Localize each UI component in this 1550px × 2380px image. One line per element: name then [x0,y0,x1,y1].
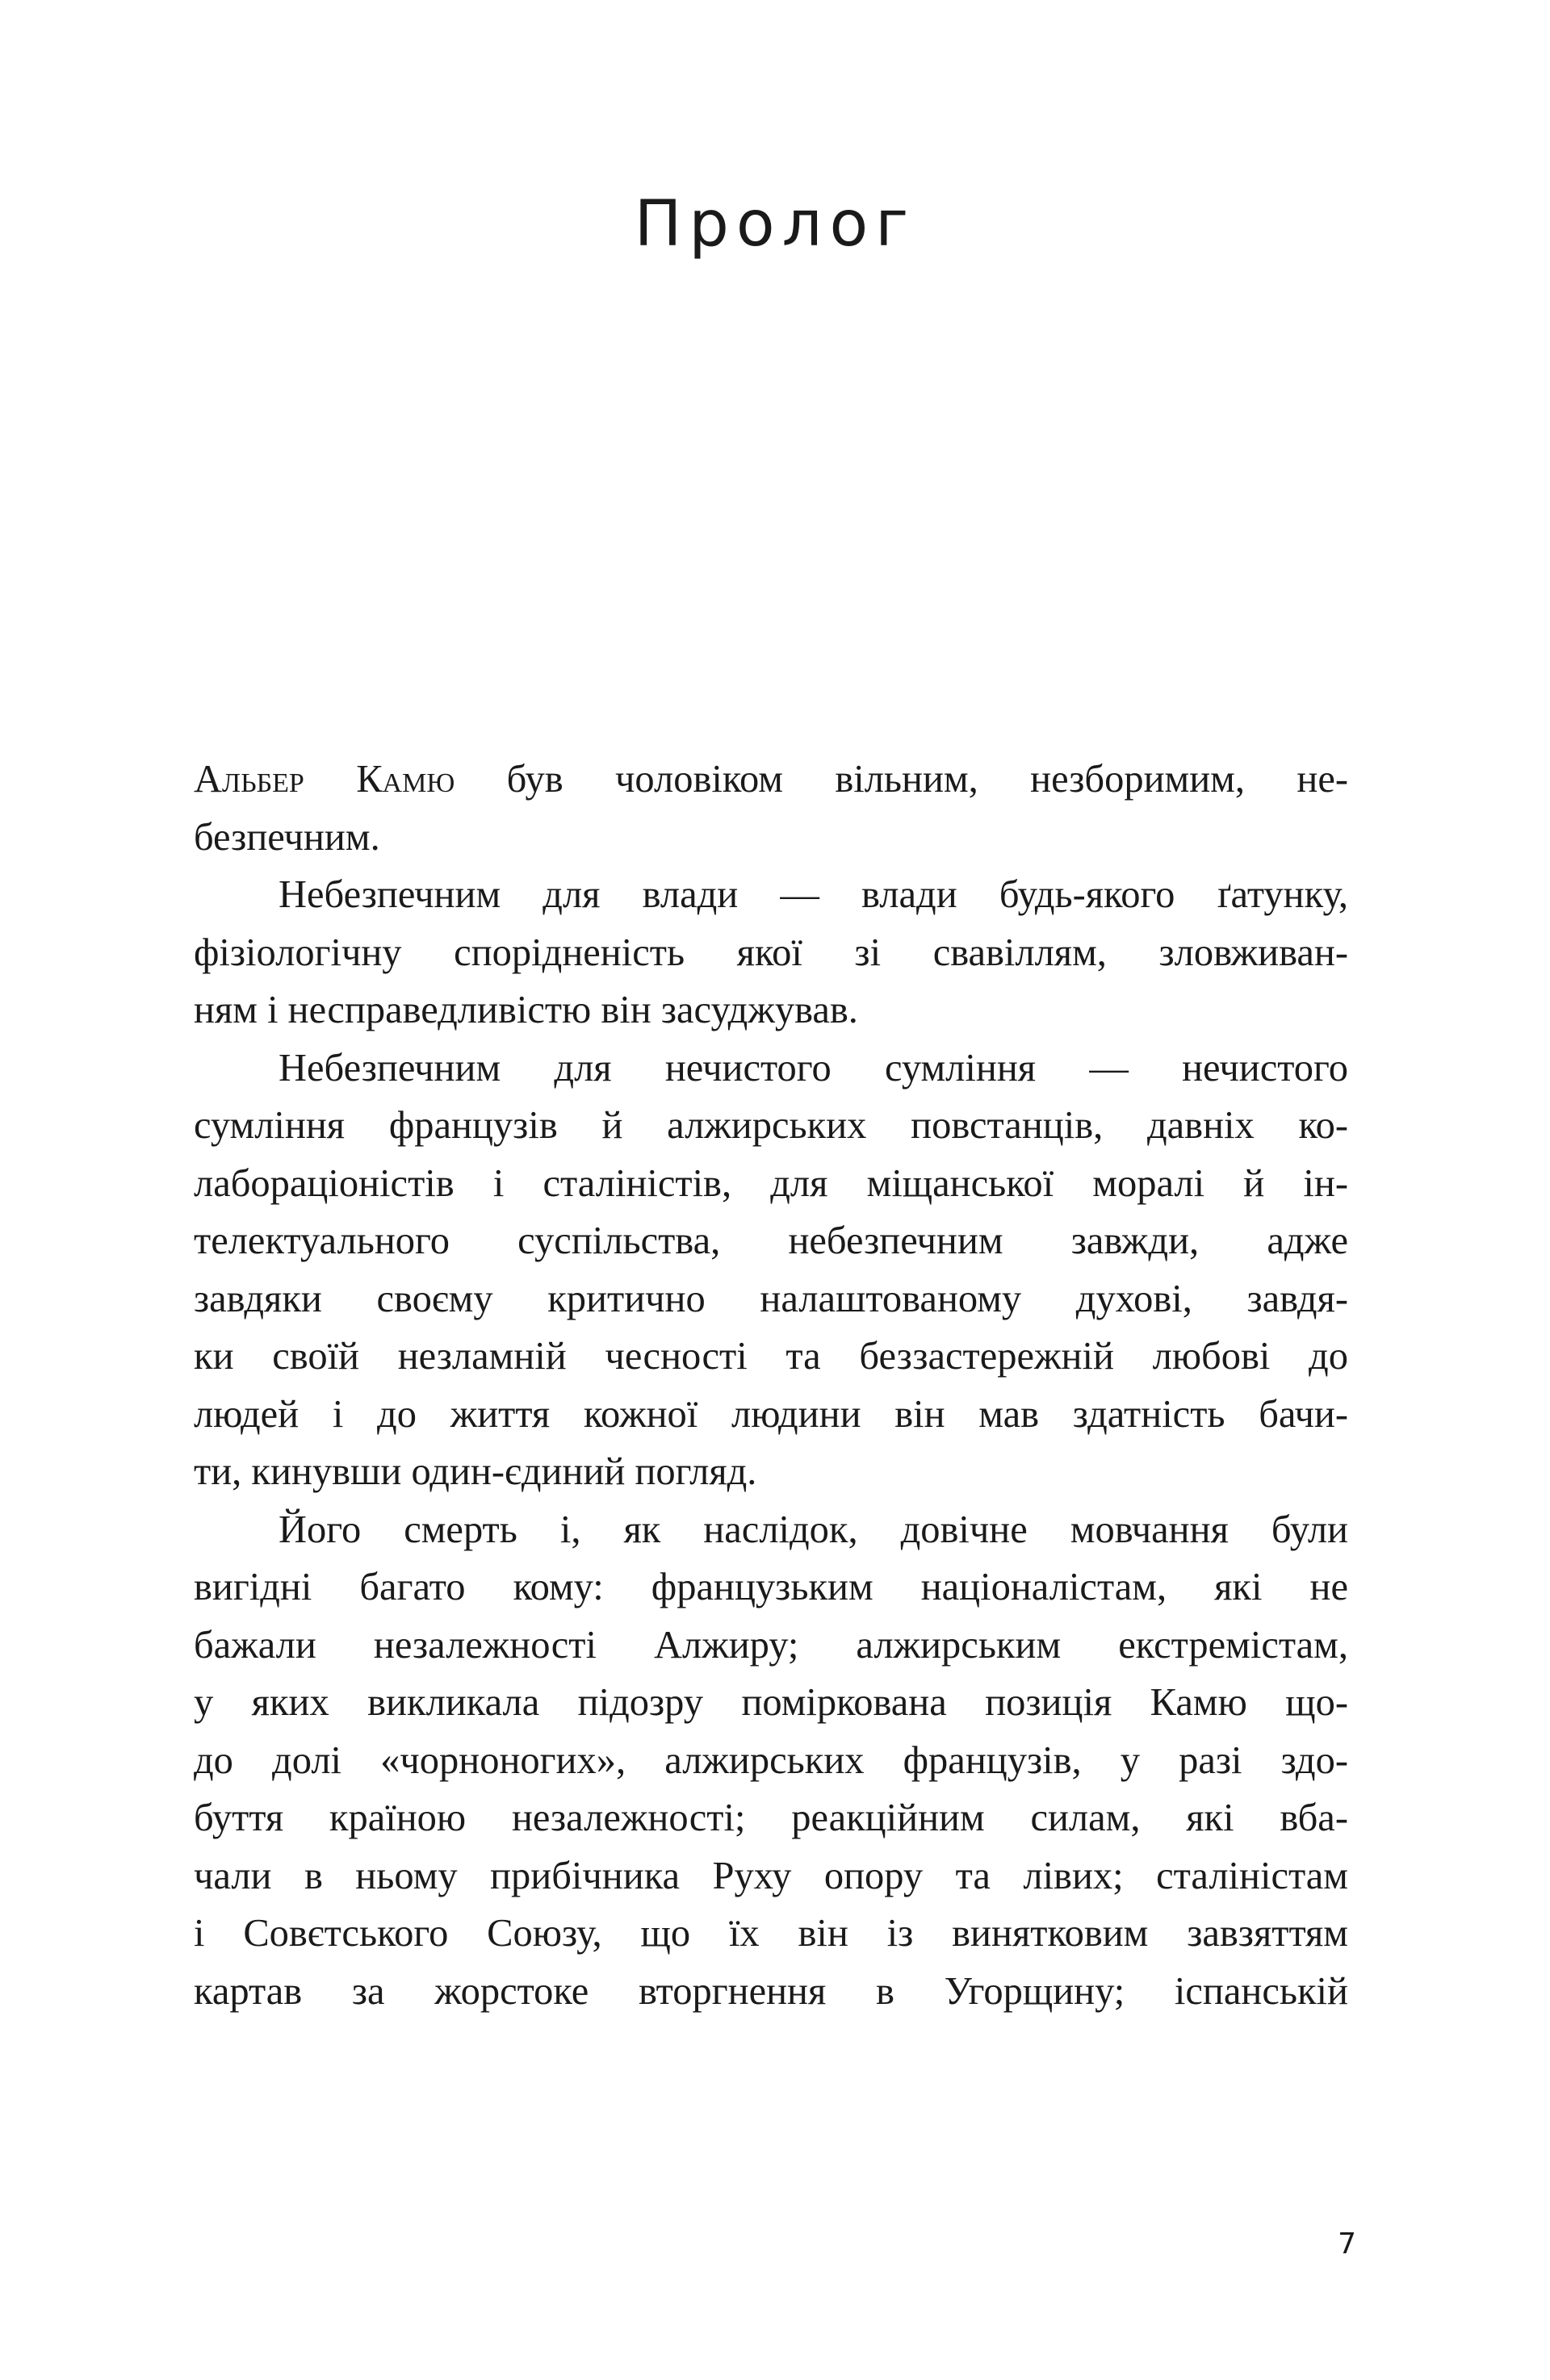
text-line: фізіологічну спорідненість якої зі свавіллям, зловживан- [194,931,1348,974]
text-line: сумління французів й алжирських повстанців, давніх ко- [194,1104,1348,1147]
text-line: до долі «чорноногих», алжирських французів, у разі здо- [194,1738,1348,1782]
text-line: бажали незалежності Алжиру; алжирським екстремістам, [194,1623,1348,1667]
paragraph-start-line: Небезпечним для влади — влади будь-якого ґатунку, [279,873,1348,916]
text-line: чали в ньому прибічника Руху опору та лівих; сталіністам [194,1854,1348,1897]
text-line: картав за жорстоке вторгнення в Угорщину; іспанській [194,1969,1348,2013]
chapter-title: Пролог [634,188,916,261]
text-line: телектуального суспільства, небезпечним завжди, адже [194,1219,1348,1262]
paragraph-start-line: Його смерть і, як наслідок, довічне мовчання були [279,1508,1348,1551]
text-line: людей і до життя кожної людини він мав здатність бачи- [194,1392,1348,1436]
text-line: завдяки своєму критично налаштованому духові, завдя- [194,1277,1348,1320]
text-line: ням і несправедливістю він засуджував. [194,989,858,1031]
author-name-smallcaps: Альбер Камю [194,758,455,801]
text-line: у яких викликала підозру поміркована позиція Камю що- [194,1681,1348,1724]
text-line: Альбер Камю був чоловіком вільним, незборимим, не- [194,758,1349,801]
text-line: безпечним. [194,815,380,859]
text-line: вигідні багато кому: французьким націоналістам, які не [194,1566,1348,1608]
text-line: буття країною незалежності; реакційним силам, які вба- [194,1797,1348,1839]
text-line: і Совєтського Союзу, що їх він із винятковим завзяттям [194,1912,1348,1955]
page-number: 7 [1338,2227,1356,2261]
text-line: ки своїй незламній чесності та беззастережній любові до [194,1335,1348,1378]
body-text [194,751,1348,2020]
paragraph-start-line: Небезпечним для нечистого сумління — нечистого [279,1046,1348,1090]
text-line: ти, кинувши один-єдиний погляд. [194,1450,757,1493]
text-line: лабораціоністів і сталіністів, для міщанської моралі й ін- [194,1161,1348,1205]
